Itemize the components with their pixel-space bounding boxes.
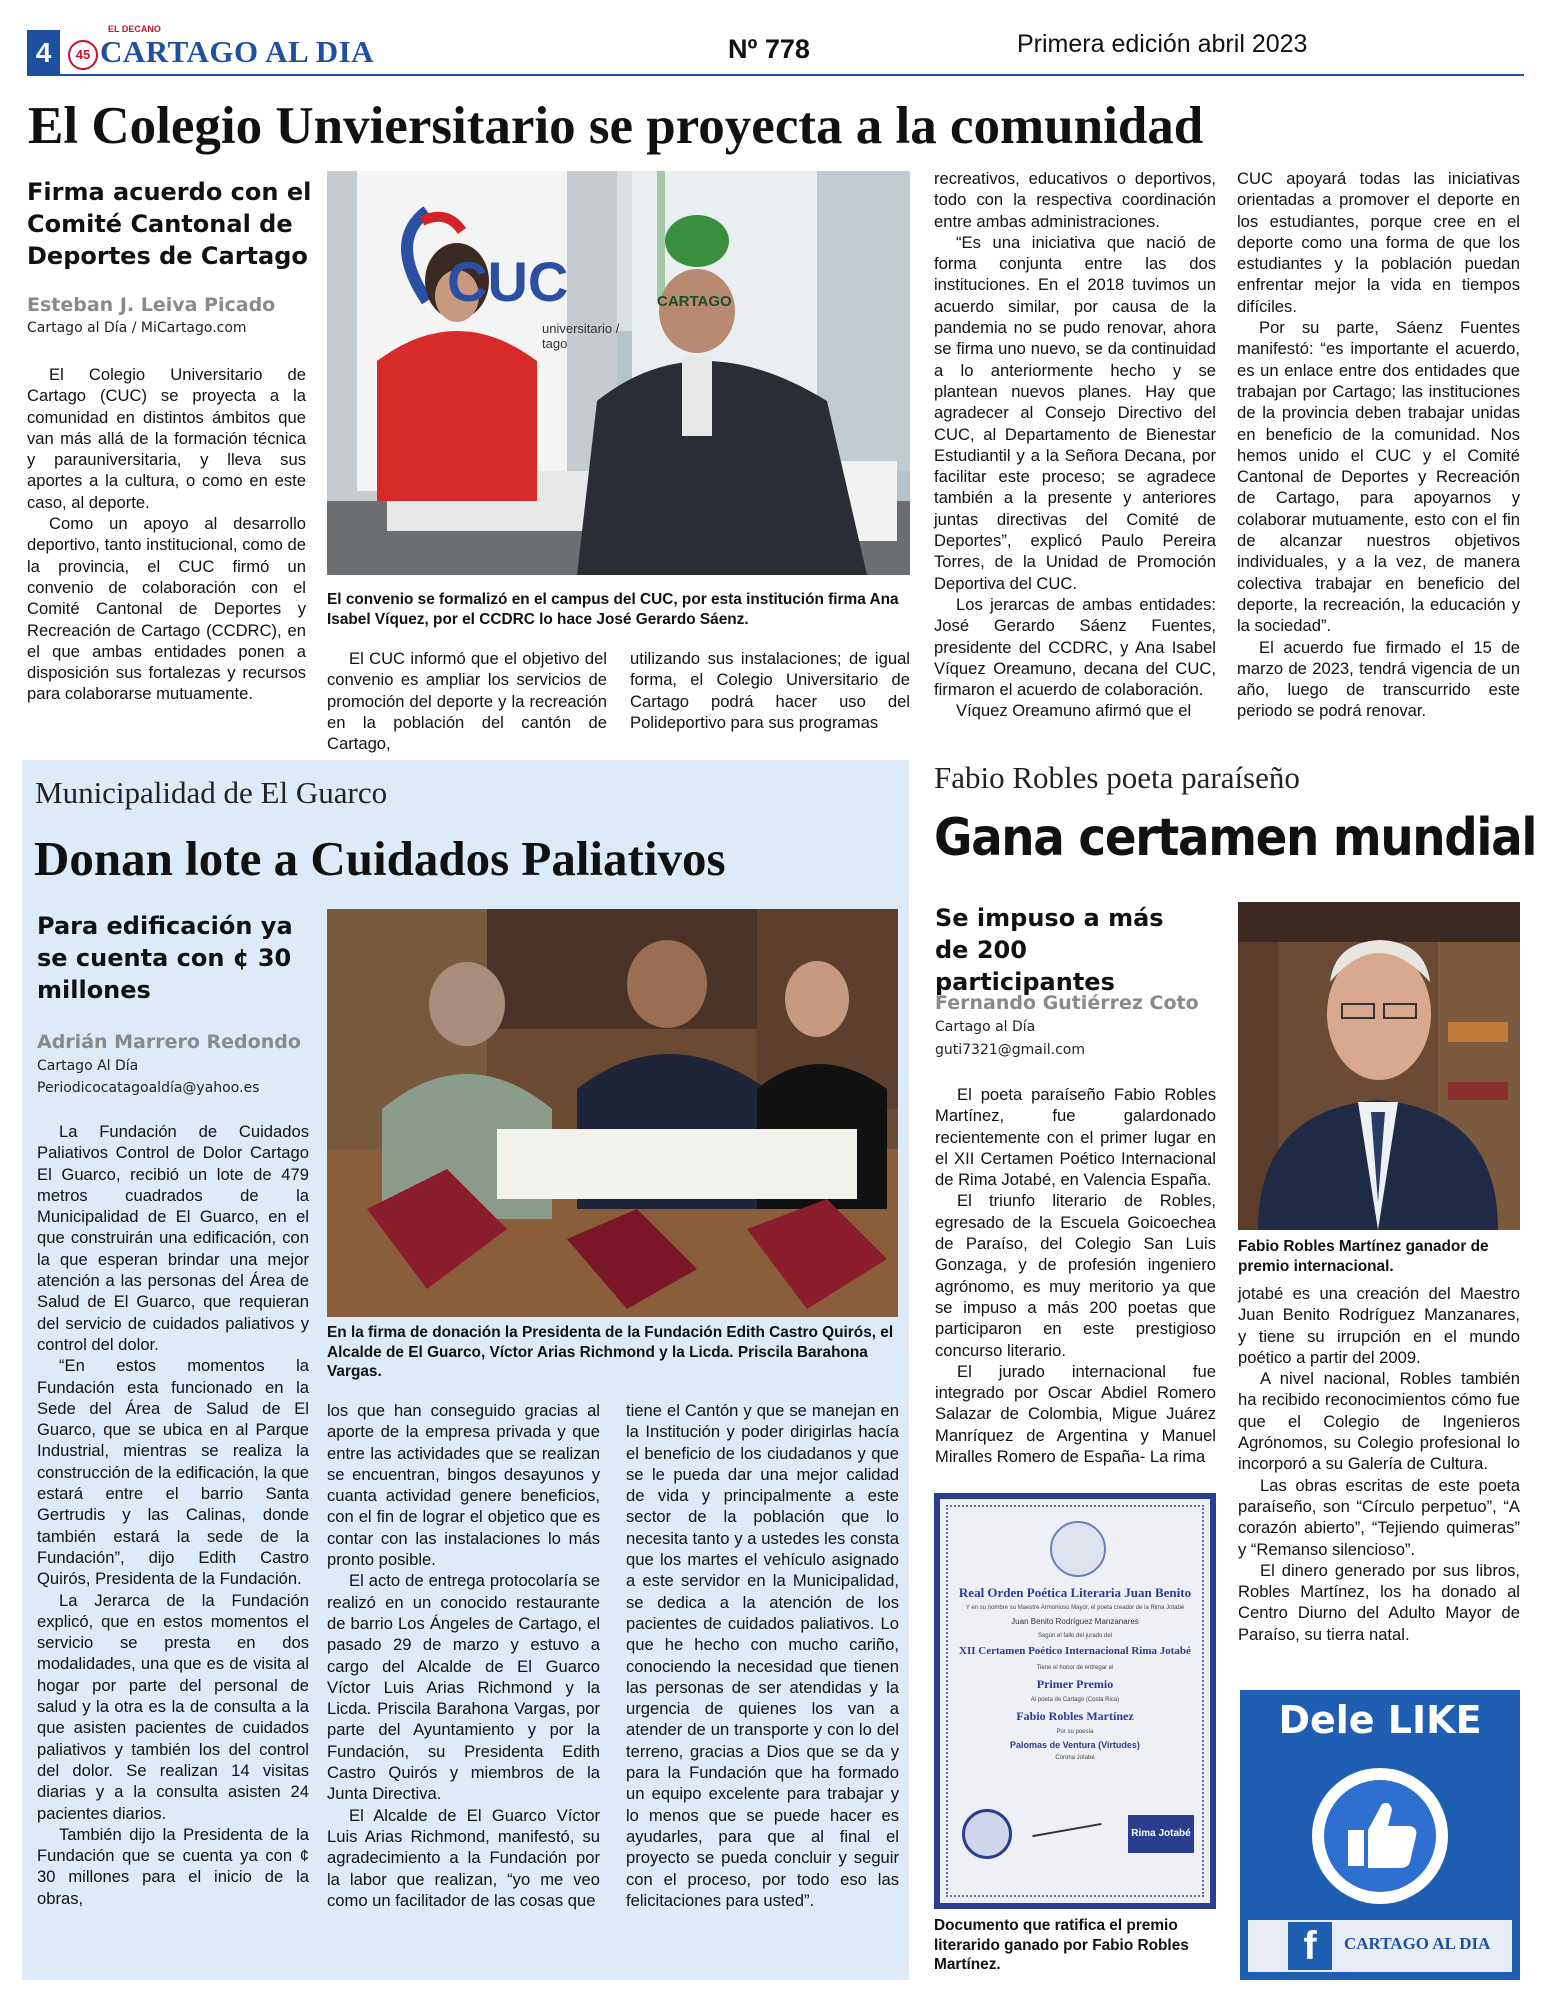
article2-author-source: Cartago Al Día [37, 1058, 139, 1074]
paragraph: Víquez Oreamuno afirmó que el [956, 701, 1192, 721]
page-number: 4 [35, 37, 52, 68]
paragraph: A nivel nacional, Robles también ha recibido reconocimientos cómo fue que el Colegio de Ingenieros Agrónomos, su Colegio profesional lo incorporó a su Galería de Cultura. [1238, 1369, 1520, 1474]
certificate-line: Tiene el honor de entregar el [1036, 1665, 1114, 1671]
thumbs-up-icon [1312, 1768, 1448, 1904]
paragraph: El acto de entrega protocolaría se realizó en un conocido restaurante de barrio Los Ángeles de Cartago, el pasado 29 de marzo y estuvo a cargo del Alcalde de El Guarco Víctor Luis Arias Richmond y la Licda. Priscila Barahona Vargas, por parte del Ayuntamiento y por la Fundación, su Presidenta Edith Castro Quirós y miembros de la Junta Directiva. [327, 1571, 600, 1804]
certificate-prize: Primer Premio [1036, 1677, 1114, 1691]
certificate-caption: Documento que ratifica el premio literarido ganado por Fabio Robles Martínez. [934, 1917, 1189, 1973]
certificate-line: Al poeta de Cartago (Costa Rica) [1030, 1697, 1120, 1703]
ad-brand: CARTAGO AL DIA [1344, 1934, 1491, 1953]
ad-title: Dele LIKE [1278, 1698, 1482, 1742]
article1-column-3 [630, 648, 910, 733]
article1-author-source: Cartago al Día / MiCartago.com [27, 320, 247, 336]
certificate-seal-right: Rima Jotabé [1128, 1815, 1194, 1853]
certificate-seal-left [962, 1809, 1012, 1859]
paragraph: tiene el Cantón y que se manejan en la Institución y poder dirigirlas hacía el beneficio de los ciudadanos y que se le pueda dar una mejor calidad de vida y principalmente a este sector de la población que lo necesita tanto y a ustedes les consta que los martes el vehículo asignado a este servidor en la Municipalidad, se dedica a la atención de los pacientes de cuidados paliativos. Lo que he hecho con mucho cariño, conociendo la necesidad que tienen las personas de ser atendidas y la urgencia de quienes los van a atender de un transporte y con lo del terreno, gracias a Dios que se da y para la Fundación que ha formado un equipo excelente para trabajar y lo menos que se puede hacer es ayudarles, para que al final el proyecto se pueda concluir y seguir con el proceso, por todo eso las felicitaciones para usted”. [626, 1401, 899, 1910]
issue-number: Nº 778 [728, 34, 810, 64]
ad-footer [1248, 1920, 1512, 1972]
paragraph: El Colegio Universitario de Cartago (CUC) se proyecta a la comunidad en distintos ámbitos que van más allá de la formación técnica y parauniversitaria, y lleva sus aportes a la cultura, o como en este caso, al deporte. [27, 365, 306, 512]
certificate-line: Juan Benito Rodríguez Manzanares [1011, 1617, 1139, 1626]
photo-text-cuc: CUC [447, 250, 569, 313]
article3-deck: Se impuso a más de 200 participantes [935, 904, 1164, 996]
paragraph: La Fundación de Cuidados Paliativos Control de Dolor Cartago El Guarco, recibió un lote de 479 metros cuadrados de la Municipalidad de El Guarco, en el que construirán una edificación, con la que esperan brindar una mejor atención a las personas del Área de Salud de El Guarco, que requieran del servicio de cuidados paliativos y control del dolor. [37, 1122, 309, 1354]
paragraph: “Es una iniciativa que nació de forma conjunta entre las dos instituciones. En el 2018 tuvimos un acuerdo similar, por causa de la pandemia no se pudo renovar, ahora se firma uno nuevo, se da continuidad a lo anteriormente hecho y se plantean nuevos planes. Hay que agradecer al Consejo Directivo del CUC, al Departamento de Bienestar Estudiantil y a la Señora Decana, por facilitar este proceso; se agradece también a la presente y anteriores juntas directivas del Comité de Deportes”, explicó Paulo Pereira Torres, de la Unidad de Promoción Deportiva del CUC. [934, 232, 1216, 593]
signing-photo-cuc [327, 171, 910, 575]
article3-column-2 [1238, 1283, 1520, 1645]
certificate-line: Y en su nombre su Maestre Armonioso Mayor, el poeta creador de la Rima Jotabé [965, 1605, 1185, 1611]
article1-column-4 [934, 168, 1216, 722]
certificate-poem: Palomas de Ventura (Virtudes) [1010, 1740, 1140, 1750]
paragraph: CUC apoyará todas las iniciativas orientadas a promover el deporte en los estudiantes, porque cree en el deporte como una forma de que los estudiantes y la población puedan enfrentar mejor la vida en tiempos difíciles. [1237, 169, 1520, 316]
paragraph: jotabé es una creación del Maestro Juan Benito Rodríguez Manzanares, y tiene su irrupción en el mundo poético a partir del 2009. [1238, 1284, 1520, 1367]
paragraph: El triunfo literario de Robles, egresado de la Escuela Goicoechea de Paraíso, del Colegio San Luis Gonzaga, y de profesión ingeniero agrónomo, es muy meritorio ya que se impuso a más 200 poetas que participaron en este prestigioso concurso literario. [935, 1191, 1216, 1360]
paragraph: También dijo la Presidenta de la Fundación que se cuenta ya con ¢ 30 millones para el inicio de la obras, [37, 1824, 309, 1908]
paragraph: “En estos momentos la Fundación esta funcionado en la Sede del Área de Salud de El Guarco, que se ubica en al Parque Industrial, mientras se realiza la construcción de la edificación, la que estará entre el barrio Santa Gertrudis y las Calinas, donde también estará la sede de la Fundación”, dijo Edith Castro Quirós, Presidenta de la Fundación. [37, 1356, 309, 1589]
paragraph: recreativos, educativos o deportivos, todo con la respectiva coordinación entre ambas administraciones. [934, 169, 1216, 231]
article1-author: Esteban J. Leiva Picado [27, 294, 276, 316]
article1-column-1 [27, 364, 306, 705]
paragraph: El poeta paraíseño Fabio Robles Martínez, fue galardonado recientemente con el primer lugar en el XII Certamen Poético Internacional de Rima Jotabé, en Valencia España. [935, 1085, 1216, 1190]
article1-photo-caption: El convenio se formalizó en el campus del CUC, por esta institución firma Ana Isabel Víquez, por el CCDRC lo hace José Gerardo Sáenz. [327, 591, 899, 628]
page-number-box [27, 30, 60, 75]
portrait-photo-fabio-robles [1238, 902, 1520, 1230]
article2-column-1 [37, 1121, 309, 1909]
article3-author-source: Cartago al Día [935, 1019, 1036, 1035]
article1-headline: El Colegio Unviersitario se proyecta a la comunidad [28, 97, 1204, 155]
masthead-small: EL DECANO [108, 24, 161, 34]
paragraph: los que han conseguido gracias al aporte de la empresa privada y que entre las actividades que se realizan se encuentran, bingos desayunos y cuanta actividad genere beneficios, con el fin de lograr el objetico que es contar con las instalaciones lo más pronto posible. [327, 1401, 600, 1570]
certificate-emblem [1050, 1521, 1106, 1577]
paragraph: Por su parte, Sáenz Fuentes manifestó: “es importante el acuerdo, es un enlace entre dos entidades que trabajan por Cartago; las instituciones de la provincia deben trabajar unidas en beneficio de la comunidad. Nos hemos unido el CUC y el Comité Cantonal de Deportes y Recreación de Cartago, para apoyarnos y colaborar mutuamente, esto con el fin de alcanzar nuestros objetivos individuales, y a la vez, de manera colectiva trabajar en beneficio del deporte, la recreación, la educación y la sociedad”. [1237, 318, 1520, 636]
certificate-contest: XII Certamen Poético Internacional Rima Jotabé [959, 1645, 1191, 1657]
paragraph: El acuerdo fue firmado el 15 de marzo de 2023, tendrá vigencia de un año, luego de transcurrido este periodo se podrá renovar. [1237, 637, 1520, 721]
certificate-title: Real Orden Poética Literaria Juan Benito [958, 1585, 1192, 1600]
paragraph: utilizando sus instalaciones; de igual forma, el Colegio Universitario de Cartago podrá hacer uso del Polideportivo para sus programas [630, 649, 910, 732]
masthead-logo [68, 24, 375, 74]
paragraph: Como un apoyo al desarrollo deportivo, tanto institucional, como de la provincia, el CUC firmó un convenio de colaboración con el Comité Cantonal de Deportes y Recreación de Cartago (CCDRC), en el que ambas entidades ponen a disposición sus fortalezas y recursos para colaborarse mutuamente. [27, 514, 306, 704]
masthead-badge: 45 [68, 40, 98, 70]
facebook-icon: f [1288, 1922, 1332, 1970]
article1-column-5 [1237, 168, 1520, 722]
certificate-winner: Fabio Robles Martínez [1016, 1709, 1134, 1723]
article3-column-1 [935, 1084, 1216, 1467]
paragraph: El jurado internacional fue integrado por Oscar Abdiel Romero Salazar de Colombia, Migue Juárez Manríquez de Argentina y Manuel Miralles Romero de España- La rima [935, 1361, 1216, 1467]
masthead-title: CARTAGO AL DIA [100, 34, 375, 69]
header-rule [27, 74, 1524, 76]
article2-deck: Para edificación ya se cuenta con ¢ 30 millones [37, 912, 293, 1004]
dele-like-ad[interactable] [1240, 1690, 1520, 1980]
certificate-line: Por su poesía [1056, 1729, 1094, 1735]
article3-headline: Gana certamen mundial [934, 808, 1537, 868]
certificate-line: Según el fallo del jurado del [1037, 1633, 1113, 1639]
edition-date: Primera edición abril 2023 [1017, 30, 1308, 58]
article3-author-email: guti7321@gmail.com [935, 1042, 1086, 1058]
portrait-caption: Fabio Robles Martínez ganador de premio internacional. [1238, 1238, 1489, 1275]
paragraph: Las obras escritas de este poeta paraíseño, son “Círculo perpetuo”, “A corazón abierto”, “Tejiendo quimeras” y “Remanso silencioso”. [1238, 1475, 1520, 1559]
article3-kicker: Fabio Robles poeta paraíseño [934, 760, 1300, 795]
photo-text-cartago: CARTAGO [657, 293, 732, 310]
article1-deck: Firma acuerdo con el Comité Cantonal de Deportes de Cartago [27, 178, 312, 270]
article2-headline: Donan lote a Cuidados Paliativos [34, 831, 726, 886]
paragraph: El CUC informó que el objetivo del convenio es ampliar los servicios de promoción del deporte y la recreación en la población del cantón de Cartago, [327, 649, 607, 754]
article2-author-email: Periodicocatagoaldía@yahoo.es [37, 1080, 260, 1096]
paragraph: El Alcalde de El Guarco Víctor Luis Arias Richmond, manifestó, su agradecimiento a la Fundación por la labor que realizan, “yo me veo como un facilitador de las cosas que [327, 1805, 600, 1910]
award-certificate [934, 1493, 1216, 1909]
donation-signing-photo [327, 909, 898, 1317]
article3-author: Fernando Gutiérrez Coto [935, 992, 1199, 1014]
article2-column-2 [327, 1400, 600, 1911]
paragraph: Los jerarcas de ambas entidades: José Gerardo Sáenz Fuentes, presidente del CCDRC, y Ana Isabel Víquez Oreamuno, decana del CUC, firmaron el acuerdo de colaboración. [934, 594, 1216, 700]
paragraph: La Jerarca de la Fundación explicó, que en estos momentos el servicio se presta en dos modalidades, una que es de visita al hogar por parte del personal de salud y la otra es la de consulta a la que asisten pacientes de cuidados paliativos y también los del control del dolor. Se realizan 14 visitas diarias y a la consulta asisten 24 pacientes diarios. [37, 1590, 309, 1823]
photo-text-partial: universitario / tago [542, 321, 620, 351]
article2-kicker: Municipalidad de El Guarco [35, 775, 388, 810]
paragraph: El dinero generado por sus libros, Robles Martínez, los ha donado al Centro Diurno del Adulto Mayor de Paraíso, su tierra natal. [1238, 1560, 1520, 1644]
certificate-line: Corona Jotabé [1055, 1755, 1095, 1761]
article1-column-2 [327, 648, 607, 754]
article2-photo-caption: En la firma de donación la Presidenta de la Fundación Edith Castro Quirós, el Alcalde de El Guarco, Víctor Arias Richmond y la Licda. Priscila Barahona Vargas. [327, 1324, 894, 1380]
article2-author: Adrián Marrero Redondo [37, 1031, 301, 1053]
article2-column-3 [626, 1400, 899, 1911]
